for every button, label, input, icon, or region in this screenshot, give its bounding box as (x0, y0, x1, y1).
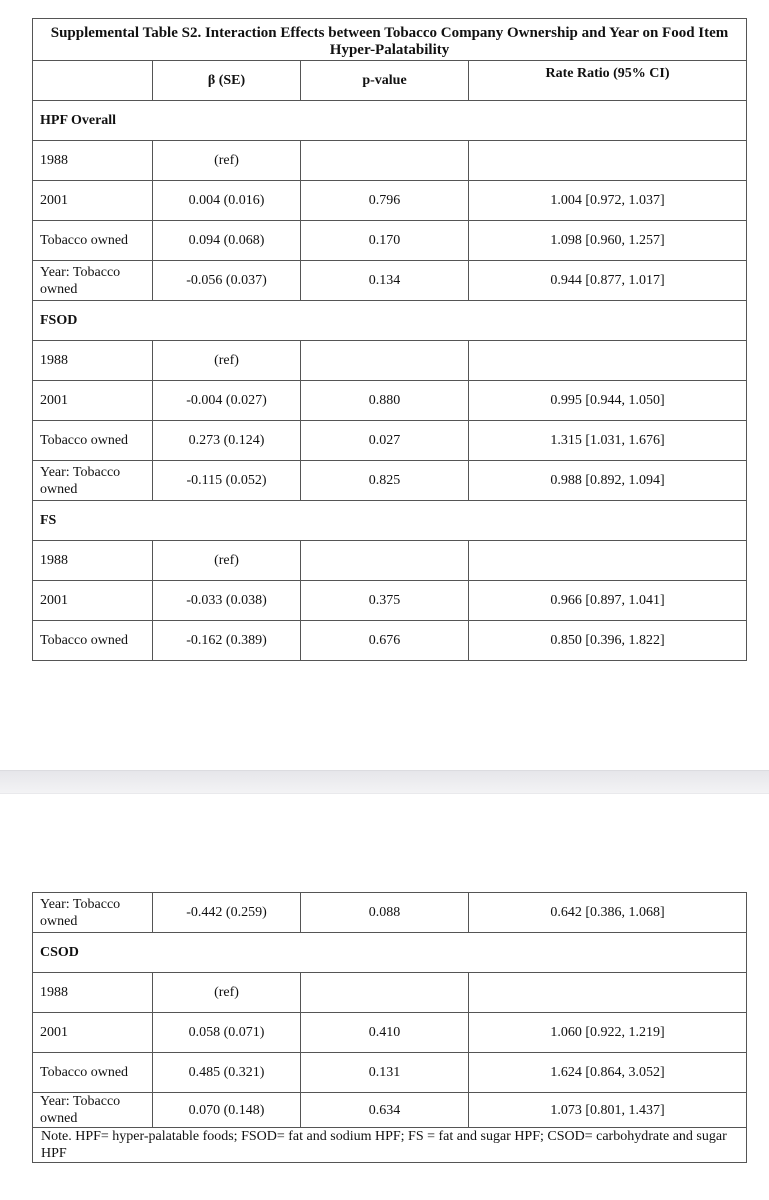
group-label: FS (33, 501, 747, 541)
row-label: 1988 (33, 541, 153, 581)
beta-cell: -0.056 (0.037) (153, 261, 301, 301)
table-title: Supplemental Table S2. Interaction Effects between Tobacco Company Ownership and Year on Food Item Hyper-Palatability (33, 19, 747, 61)
row-label: Tobacco owned (33, 221, 153, 261)
rate-ratio-cell (469, 973, 747, 1013)
group-row (33, 933, 747, 973)
table-row (33, 1013, 747, 1053)
beta-cell: -0.004 (0.027) (153, 381, 301, 421)
table-row (33, 261, 747, 301)
p-value-cell: 0.375 (301, 581, 469, 621)
p-value-cell: 0.170 (301, 221, 469, 261)
p-value-cell: 0.825 (301, 461, 469, 501)
beta-cell: 0.094 (0.068) (153, 221, 301, 261)
row-label: Tobacco owned (33, 421, 153, 461)
table-row (33, 421, 747, 461)
p-value-cell: 0.027 (301, 421, 469, 461)
p-value-cell: 0.676 (301, 621, 469, 661)
rate-ratio-cell: 1.060 [0.922, 1.219] (469, 1013, 747, 1053)
beta-cell: (ref) (153, 541, 301, 581)
row-label: Year: Tobacco owned (33, 893, 153, 933)
rate-ratio-cell (469, 141, 747, 181)
beta-cell: 0.058 (0.071) (153, 1013, 301, 1053)
rate-ratio-cell: 1.004 [0.972, 1.037] (469, 181, 747, 221)
row-label: 2001 (33, 381, 153, 421)
p-value-cell (301, 541, 469, 581)
group-row (33, 301, 747, 341)
table-row (33, 1053, 747, 1093)
results-table-part-2 (32, 892, 747, 1163)
rate-ratio-cell: 0.850 [0.396, 1.822] (469, 621, 747, 661)
p-value-cell: 0.796 (301, 181, 469, 221)
p-value-cell (301, 141, 469, 181)
table-row (33, 893, 747, 933)
beta-cell: (ref) (153, 341, 301, 381)
rate-ratio-cell: 1.315 [1.031, 1.676] (469, 421, 747, 461)
group-row (33, 501, 747, 541)
p-value-cell (301, 973, 469, 1013)
group-row (33, 101, 747, 141)
header-rate-ratio: Rate Ratio (95% CI) (469, 61, 747, 101)
beta-cell: -0.442 (0.259) (153, 893, 301, 933)
beta-cell: 0.485 (0.321) (153, 1053, 301, 1093)
row-label: Tobacco owned (33, 621, 153, 661)
rate-ratio-cell (469, 341, 747, 381)
rate-ratio-cell (469, 541, 747, 581)
beta-cell: -0.115 (0.052) (153, 461, 301, 501)
row-label: Year: Tobacco owned (33, 261, 153, 301)
rate-ratio-cell: 0.944 [0.877, 1.017] (469, 261, 747, 301)
header-blank (33, 61, 153, 101)
table-note: Note. HPF= hyper-palatable foods; FSOD= fat and sodium HPF; FS = fat and sugar HPF; CSOD= carbohydrate and sugar HPF (33, 1128, 747, 1163)
group-label: CSOD (33, 933, 747, 973)
p-value-cell: 0.634 (301, 1093, 469, 1128)
results-table-part-1 (32, 18, 747, 661)
row-label: 1988 (33, 341, 153, 381)
row-label: 1988 (33, 141, 153, 181)
header-beta: β (SE) (153, 61, 301, 101)
rate-ratio-cell: 0.642 [0.386, 1.068] (469, 893, 747, 933)
p-value-cell: 0.410 (301, 1013, 469, 1053)
table-row (33, 973, 747, 1013)
row-label: 2001 (33, 1013, 153, 1053)
group-label: FSOD (33, 301, 747, 341)
row-label: 2001 (33, 581, 153, 621)
p-value-cell: 0.134 (301, 261, 469, 301)
table-row (33, 141, 747, 181)
rate-ratio-cell: 1.073 [0.801, 1.437] (469, 1093, 747, 1128)
rate-ratio-cell: 0.988 [0.892, 1.094] (469, 461, 747, 501)
rate-ratio-cell: 1.098 [0.960, 1.257] (469, 221, 747, 261)
table-row (33, 181, 747, 221)
row-label: Tobacco owned (33, 1053, 153, 1093)
rate-ratio-cell: 1.624 [0.864, 3.052] (469, 1053, 747, 1093)
beta-cell: -0.162 (0.389) (153, 621, 301, 661)
p-value-cell (301, 341, 469, 381)
beta-cell: (ref) (153, 973, 301, 1013)
beta-cell: 0.273 (0.124) (153, 421, 301, 461)
row-label: 1988 (33, 973, 153, 1013)
page-separator (0, 770, 769, 794)
table-row (33, 541, 747, 581)
rate-ratio-cell: 0.995 [0.944, 1.050] (469, 381, 747, 421)
group-label: HPF Overall (33, 101, 747, 141)
header-p-value: p-value (301, 61, 469, 101)
table-row (33, 461, 747, 501)
p-value-cell: 0.131 (301, 1053, 469, 1093)
row-label: 2001 (33, 181, 153, 221)
table-row (33, 221, 747, 261)
table-row (33, 1093, 747, 1128)
table-row (33, 341, 747, 381)
table-row (33, 621, 747, 661)
row-label: Year: Tobacco owned (33, 1093, 153, 1128)
beta-cell: 0.070 (0.148) (153, 1093, 301, 1128)
rate-ratio-cell: 0.966 [0.897, 1.041] (469, 581, 747, 621)
p-value-cell: 0.880 (301, 381, 469, 421)
row-label: Year: Tobacco owned (33, 461, 153, 501)
table-row (33, 381, 747, 421)
header-row (33, 61, 747, 101)
p-value-cell: 0.088 (301, 893, 469, 933)
beta-cell: (ref) (153, 141, 301, 181)
beta-cell: -0.033 (0.038) (153, 581, 301, 621)
beta-cell: 0.004 (0.016) (153, 181, 301, 221)
table-row (33, 581, 747, 621)
